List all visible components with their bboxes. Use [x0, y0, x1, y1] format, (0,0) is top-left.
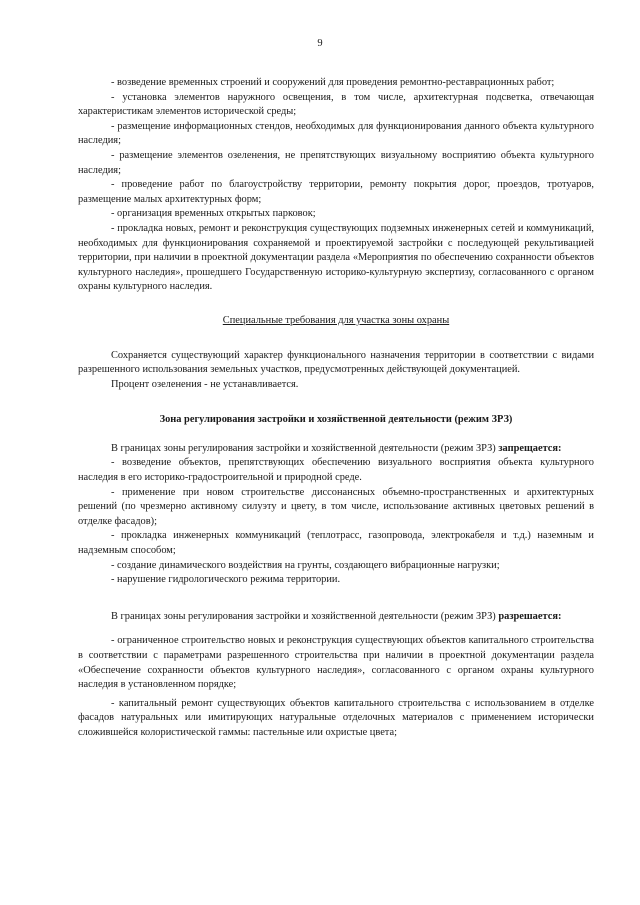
- list-item: - размещение информационных стендов, необходимых для функционирования данного объекта культурного наследия;: [78, 120, 594, 147]
- list-item: - установка элементов наружного освещения, в том числе, архитектурная подсветка, отвечающая характеристикам элементов исторической среды;: [78, 91, 594, 118]
- allowed-list: [78, 634, 594, 740]
- special-paragraph: Процент озеленения - не устанавливается.: [111, 378, 299, 390]
- allowed-intro: [78, 610, 594, 625]
- prohibited-word: запрещается:: [498, 442, 562, 454]
- list-item: - капитальный ремонт существующих объектов капитального строительства с использованием в отделке фасадов натуральных или имитирующих натуральные отделочных материалов с применением исторически сложившейся колористической гаммы: пастельные или охристые цвета;: [78, 697, 594, 738]
- page-content: [78, 76, 594, 741]
- list-item: - проведение работ по благоустройству территории, ремонту покрытия дорог, проездов, тротуаров, размещение малых архитектурных форм;: [78, 179, 594, 205]
- list-item: - размещение элементов озеленения, не препятствующих визуальному восприятию объекта культурного наследия;: [78, 149, 594, 176]
- allowed-word: разрешается:: [498, 610, 562, 622]
- list-item: - применение при новом строительстве диссонансных объемно-пространственных и архитектурных решений (по чрезмерно активному силуэту и цвету, в том числе, использование активных цветовых решений в отделке фасадов);: [78, 486, 594, 527]
- list-item: - возведение объектов, препятствующих обеспечению визуального восприятия объекта культурного наследия в его историко-градостроительной и природной среде.: [78, 457, 594, 484]
- list-item: - прокладка новых, ремонт и реконструкция существующих подземных инженерных сетей и коммуникаций, необходимых для функционирования сохраняемой и проектируемой застройки с последующей рекультивацией территории, при наличии в проектной документации раздела «Мероприятия по обеспечению сохранности объектов культурного наследия», прошедшего Государственную историко-культурную экспертизу, согласованного с органом охраны культурного наследия.: [78, 222, 594, 293]
- list-item: - создание динамического воздействия на грунты, создающего вибрационные нагрузки;: [111, 559, 500, 571]
- special-paragraph: Сохраняется существующий характер функционального назначения территории в соответствии с видами разрешенного использования земельных участков, предусмотренных действующей документацией.: [78, 349, 594, 376]
- prohibited-list: [78, 456, 594, 587]
- list-item: - ограниченное строительство новых и реконструкция существующих объектов капитального строительства в соответствии с параметрами разрешенного строительства при наличии в проектной документации раздела «Обеспечение сохранности объектов культурного наследия», согласованного с органом охраны культурного наследия в установленном порядке;: [78, 635, 594, 691]
- list-item: - организация временных открытых парковок;: [111, 208, 316, 220]
- allowed-intro-text: В границах зоны регулирования застройки и хозяйственной деятельности (режим ЗРЗ): [111, 610, 496, 622]
- zone-heading: Зона регулирования застройки и хозяйственной деятельности (режим ЗРЗ): [159, 414, 513, 426]
- list-item: - прокладка инженерных коммуникаций (теплотрасс, газопровода, электрокабеля и т.д.) наземным и надземным способом;: [78, 530, 594, 557]
- prohibited-intro: [78, 442, 594, 457]
- permitted-works-list: [78, 76, 594, 295]
- list-item: - возведение временных строений и сооружений для проведения ремонтно-реставрационных работ;: [111, 77, 555, 88]
- page-number: 9: [317, 38, 323, 49]
- special-requirements-heading: Специальные требования для участка зоны охраны: [222, 314, 450, 326]
- list-item: - нарушение гидрологического режима территории.: [111, 574, 341, 586]
- prohibited-intro-text: В границах зоны регулирования застройки и хозяйственной деятельности (режим ЗРЗ): [111, 442, 496, 454]
